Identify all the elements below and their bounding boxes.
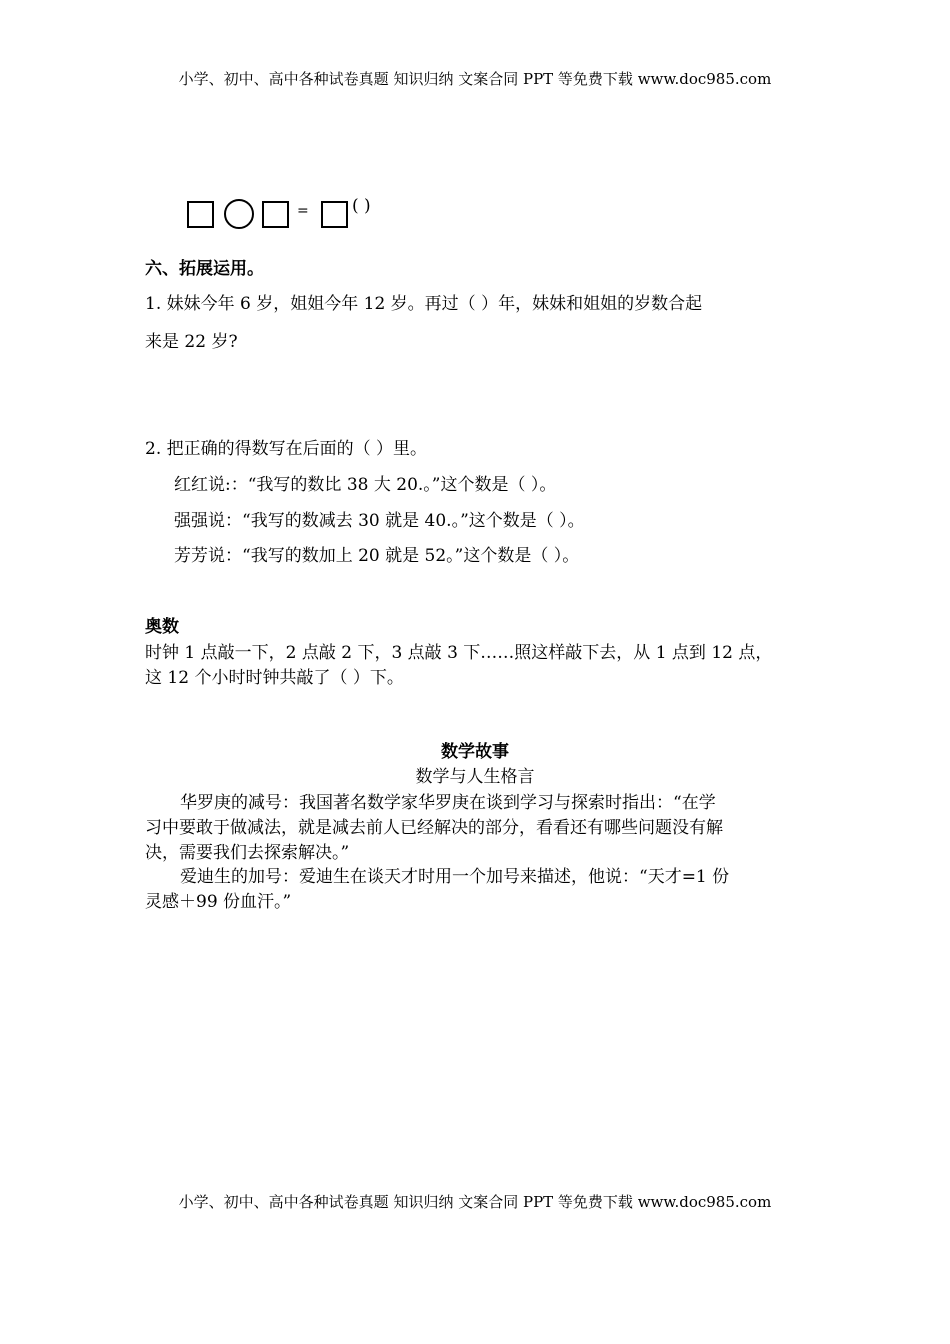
story-paragraph-2-line: 爱迪生的加号：爱迪生在谈天才时用一个加号来描述，他说：“天才=1 份	[180, 867, 730, 887]
operator-circle	[224, 199, 254, 229]
page-footer: 小学、初中、高中各种试卷真题 知识归纳 文案合同 PPT 等免费下载 www.doc985.com	[178, 1193, 772, 1211]
equals-sign: =	[297, 203, 309, 219]
page-header: 小学、初中、高中各种试卷真题 知识归纳 文案合同 PPT 等免费下载 www.doc985.com	[178, 70, 772, 88]
olympiad-line-2: 这 12 个小时时钟共敲了（ ）下。	[145, 668, 404, 688]
story-paragraph-1-line: 决，需要我们去探索解决。”	[145, 843, 350, 863]
story-paragraph-1-line: 华罗庚的减号：我国著名数学家华罗庚在谈到学习与探索时指出：“在学	[180, 793, 716, 813]
story-paragraph-2-line: 灵感＋99 份血汗。”	[145, 892, 292, 912]
olympiad-line-1: 时钟 1 点敲一下，2 点敲 2 下，3 点敲 3 下……照这样敲下去，从 1 点到 12 点，	[145, 643, 773, 663]
olympiad-title: 奥数	[145, 617, 179, 637]
question-1-line-2: 来是 22 岁?	[145, 332, 238, 352]
unit-blank: ( )	[352, 196, 371, 216]
question-2-line: 强强说：“我写的数减去 30 就是 40.。”这个数是（ ）。	[174, 511, 585, 531]
section-title: 六、拓展运用。	[145, 259, 264, 279]
question-2-title: 2. 把正确的得数写在后面的（ ）里。	[145, 439, 428, 459]
answer-box-square	[262, 201, 289, 228]
question-1-line-1: 1. 妹妹今年 6 岁，姐姐今年 12 岁。再过（ ）年，妹妹和姐姐的岁数合起	[145, 294, 703, 314]
story-subtitle: 数学与人生格言	[415, 767, 535, 787]
story-title: 数学故事	[441, 742, 509, 762]
answer-box-square	[321, 201, 348, 228]
question-2-line: 芳芳说：“我写的数加上 20 就是 52。”这个数是（ ）。	[174, 546, 580, 566]
story-paragraph-1-line: 习中要敢于做减法，就是减去前人已经解决的部分，看看还有哪些问题没有解	[145, 818, 723, 838]
question-2-line: 红红说:：“我写的数比 38 大 20.。”这个数是（ ）。	[174, 475, 557, 495]
answer-box-square	[187, 201, 214, 228]
